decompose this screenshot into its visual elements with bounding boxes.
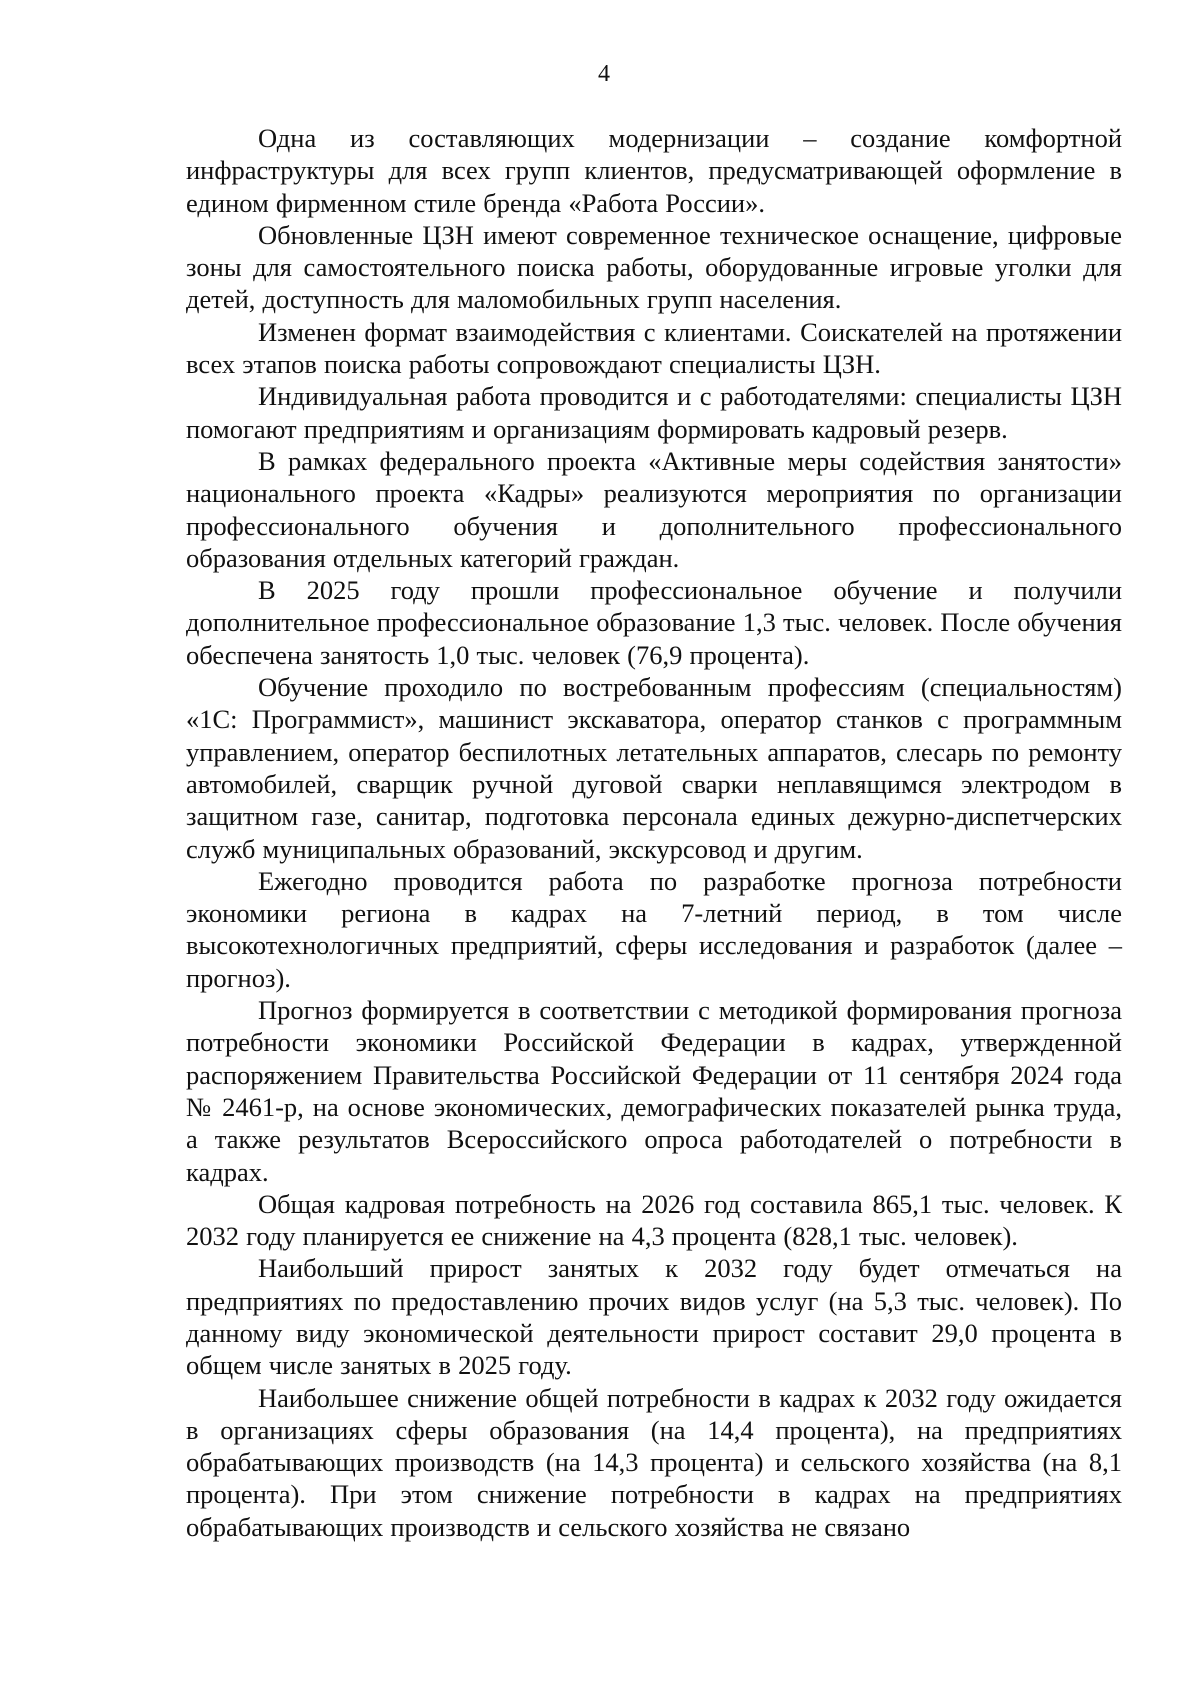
paragraph-federal-project: В рамках федерального проекта «Активные меры содействия занятости» национального проекта «Кадры» реализуются мероприятия по организации профессионального обучения и дополнительного профессионального образования отдельных категорий граждан. bbox=[186, 445, 1122, 573]
paragraph-forecast-method: Прогноз формируется в соответствии с методикой формирования прогноза потребности экономики Российской Федерации в кадрах, утвержденной распоряжением Правительства Российской Федерации от 11 сентября 2024 года № 2461-р, на основе экономических, демографических показателей рынка труда, а также результатов Всероссийского опроса работодателей о потребности в кадрах. bbox=[186, 995, 1122, 1187]
paragraph-total-demand: Общая кадровая потребность на 2026 год составила 865,1 тыс. человек. К 2032 году планируется ее снижение на 4,3 процента (828,1 тыс. человек). bbox=[186, 1188, 1122, 1252]
paragraph-employers: Индивидуальная работа проводится и с работодателями: специалисты ЦЗН помогают предприятиям и организациям формировать кадровый резерв. bbox=[186, 381, 1122, 444]
paragraph-largest-decrease: Наибольшее снижение общей потребности в кадрах к 2032 году ожидается в организациях сферы образования (на 14,4 процента), на предприятиях обрабатывающих производств (на 14,3 процента) и сельского хозяйства (на 8,1 процента). При этом снижение потребности в кадрах на предприятиях обрабатывающих производств и сельского хозяйства не связано bbox=[186, 1382, 1122, 1542]
paragraph-forecast-work: Ежегодно проводится работа по разработке прогноза потребности экономики региона в кадрах на 7-летний период, в том числе высокотехнологичных предприятий, сферы исследования и разработок (далее – прогноз). bbox=[186, 865, 1122, 993]
paragraph-modernization: Одна из составляющих модернизации – создание комфортной инфраструктуры для всех групп клиентов, предусматривающей оформление в едином фирменном стиле бренда «Работа России». bbox=[186, 123, 1122, 218]
document-body bbox=[186, 122, 1122, 1543]
paragraph-largest-growth: Наибольший прирост занятых к 2032 году будет отмечаться на предприятиях по предоставлению прочих видов услуг (на 5,3 тыс. человек). По данному виду экономической деятельности прирост составит 29,0 процента в общем числе занятых в 2025 году. bbox=[186, 1253, 1122, 1381]
paragraph-interaction-format: Изменен формат взаимодействия с клиентами. Соискателей на протяжении всех этапов поиска работы сопровождают специалисты ЦЗН. bbox=[186, 316, 1122, 380]
paragraph-updated-czn: Обновленные ЦЗН имеют современное техническое оснащение, цифровые зоны для самостоятельного поиска работы, оборудованные игровые уголки для детей, доступность для маломобильных групп населения. bbox=[186, 219, 1122, 315]
page-number: 4 bbox=[598, 61, 610, 87]
paragraph-professions: Обучение проходило по востребованным профессиям (специальностям) «1С: Программист», машинист экскаватора, оператор станков с программным управлением, оператор беспилотных летательных аппаратов, слесарь по ремонту автомобилей, сварщик ручной дуговой сварки неплавящимся электродом в защитном газе, санитар, подготовка персонала единых дежурно-диспетчерских служб муниципальных образований, экскурсовод и другим. bbox=[186, 672, 1122, 864]
paragraph-training-2025: В 2025 году прошли профессиональное обучение и получили дополнительное профессиональное образование 1,3 тыс. человек. После обучения обеспечена занятость 1,0 тыс. человек (76,9 процента). bbox=[186, 575, 1122, 670]
